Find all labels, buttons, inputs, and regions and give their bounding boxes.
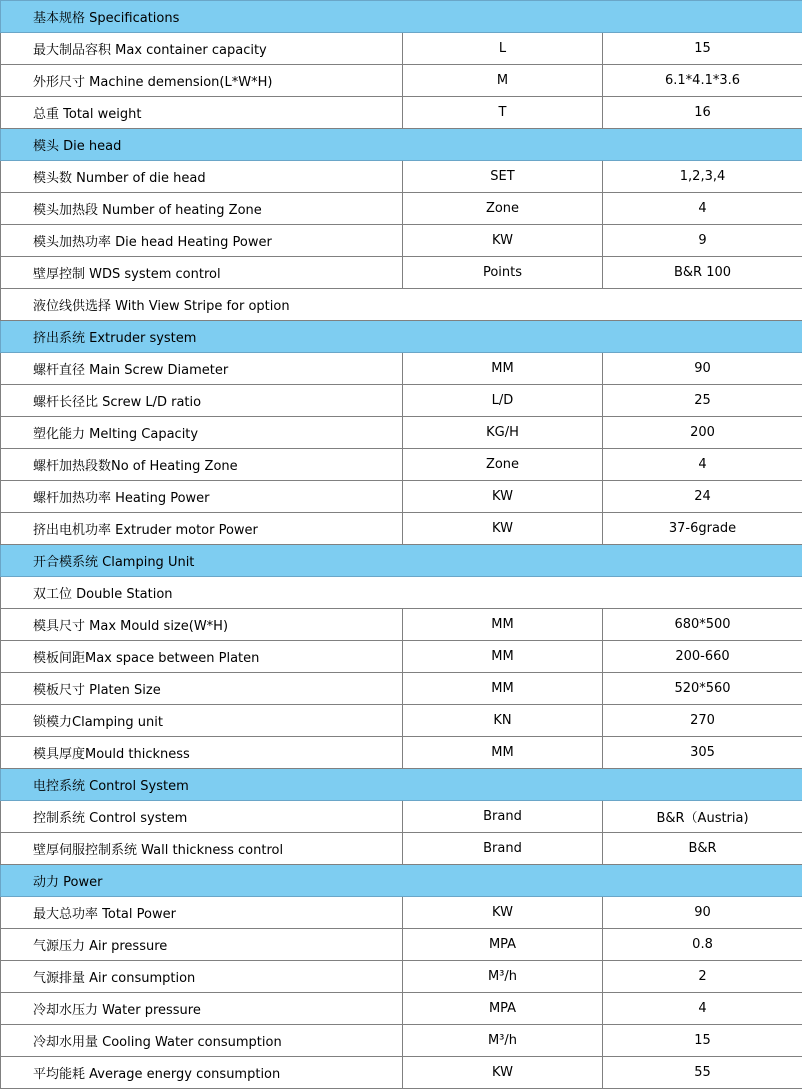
spec-unit: M [403,65,603,97]
spec-name: 螺杆加热段数No of Heating Zone [1,449,403,481]
section-header [1,1,802,33]
spec-name: 螺杆加热功率 Heating Power [1,481,403,513]
spec-name: 模板尺寸 Platen Size [1,673,403,705]
spec-name: 锁模力Clamping unit [1,705,403,737]
spec-unit: KN [403,705,603,737]
section-header [1,865,802,897]
spec-unit: KW [403,481,603,513]
spec-unit: KW [403,897,603,929]
spec-unit: KG/H [403,417,603,449]
spec-unit: Points [403,257,603,289]
spec-value: 200 [603,417,802,449]
spec-value: 15 [603,1025,802,1057]
spec-value: 16 [603,97,802,129]
spec-row [1,897,802,929]
spec-value: 24 [603,481,802,513]
section-title: 电控系统 Control System [1,769,802,801]
section-title: 模头 Die head [1,129,802,161]
spec-row [1,705,802,737]
spec-value: 6.1*4.1*3.6 [603,65,802,97]
spec-row [1,449,802,481]
spec-row [1,513,802,545]
spec-note: 双工位 Double Station [1,577,802,609]
spec-name: 冷却水压力 Water pressure [1,993,403,1025]
spec-value: B&R（Austria) [603,801,802,833]
spec-note: 液位线供选择 With View Stripe for option [1,289,802,321]
spec-name: 总重 Total weight [1,97,403,129]
spec-unit: KW [403,225,603,257]
spec-unit: KW [403,513,603,545]
spec-name: 平均能耗 Average energy consumption [1,1057,403,1089]
spec-row [1,1025,802,1057]
spec-name: 模具尺寸 Max Mould size(W*H) [1,609,403,641]
spec-value: 2 [603,961,802,993]
spec-value: B&R 100 [603,257,802,289]
spec-name: 壁厚控制 WDS system control [1,257,403,289]
spec-row [1,481,802,513]
spec-row [1,225,802,257]
section-title: 开合模系统 Clamping Unit [1,545,802,577]
spec-row [1,161,802,193]
spec-unit: MM [403,673,603,705]
spec-name: 气源压力 Air pressure [1,929,403,961]
spec-value: 9 [603,225,802,257]
spec-row [1,641,802,673]
spec-value: 1,2,3,4 [603,161,802,193]
spec-note-row [1,577,802,609]
spec-name: 模头加热段 Number of heating Zone [1,193,403,225]
spec-row [1,993,802,1025]
spec-name: 模具厚度Mould thickness [1,737,403,769]
spec-value: 90 [603,353,802,385]
spec-name: 模头数 Number of die head [1,161,403,193]
spec-unit: M³/h [403,1025,603,1057]
spec-name: 模头加热功率 Die head Heating Power [1,225,403,257]
spec-unit: Zone [403,193,603,225]
spec-unit: MPA [403,993,603,1025]
spec-unit: MM [403,353,603,385]
spec-row [1,673,802,705]
spec-name: 螺杆直径 Main Screw Diameter [1,353,403,385]
section-title: 动力 Power [1,865,802,897]
spec-value: 200-660 [603,641,802,673]
spec-unit: MM [403,641,603,673]
spec-value: 4 [603,449,802,481]
spec-name: 最大制品容积 Max container capacity [1,33,403,65]
spec-name: 冷却水用量 Cooling Water consumption [1,1025,403,1057]
spec-row [1,929,802,961]
spec-name: 外形尺寸 Machine demension(L*W*H) [1,65,403,97]
spec-row [1,33,802,65]
spec-value: 55 [603,1057,802,1089]
spec-value: B&R [603,833,802,865]
section-header [1,129,802,161]
spec-unit: Brand [403,833,603,865]
spec-unit: L [403,33,603,65]
spec-row [1,257,802,289]
section-header [1,769,802,801]
spec-unit: SET [403,161,603,193]
spec-row [1,833,802,865]
spec-row [1,65,802,97]
spec-name: 壁厚伺服控制系统 Wall thickness control [1,833,403,865]
spec-row [1,737,802,769]
spec-value: 15 [603,33,802,65]
spec-row [1,97,802,129]
section-header [1,321,802,353]
spec-value: 90 [603,897,802,929]
spec-unit: KW [403,1057,603,1089]
spec-unit: MM [403,609,603,641]
spec-value: 37-6grade [603,513,802,545]
spec-row [1,1057,802,1089]
spec-value: 680*500 [603,609,802,641]
spec-value: 270 [603,705,802,737]
spec-note-row [1,289,802,321]
spec-name: 挤出电机功率 Extruder motor Power [1,513,403,545]
spec-value: 305 [603,737,802,769]
spec-unit: M³/h [403,961,603,993]
spec-name: 模板间距Max space between Platen [1,641,403,673]
spec-value: 4 [603,993,802,1025]
section-title: 挤出系统 Extruder system [1,321,802,353]
spec-unit: MPA [403,929,603,961]
spec-name: 控制系统 Control system [1,801,403,833]
spec-row [1,417,802,449]
section-header [1,545,802,577]
spec-unit: T [403,97,603,129]
spec-row [1,961,802,993]
spec-unit: MM [403,737,603,769]
spec-unit: Brand [403,801,603,833]
spec-row [1,353,802,385]
spec-unit: Zone [403,449,603,481]
spec-row [1,609,802,641]
spec-value: 520*560 [603,673,802,705]
spec-row [1,385,802,417]
spec-name: 气源排量 Air consumption [1,961,403,993]
spec-row [1,193,802,225]
spec-value: 4 [603,193,802,225]
section-title: 基本规格 Specifications [1,1,802,33]
spec-row [1,801,802,833]
spec-value: 25 [603,385,802,417]
spec-name: 最大总功率 Total Power [1,897,403,929]
spec-name: 塑化能力 Melting Capacity [1,417,403,449]
spec-name: 螺杆长径比 Screw L/D ratio [1,385,403,417]
spec-value: 0.8 [603,929,802,961]
spec-unit: L/D [403,385,603,417]
